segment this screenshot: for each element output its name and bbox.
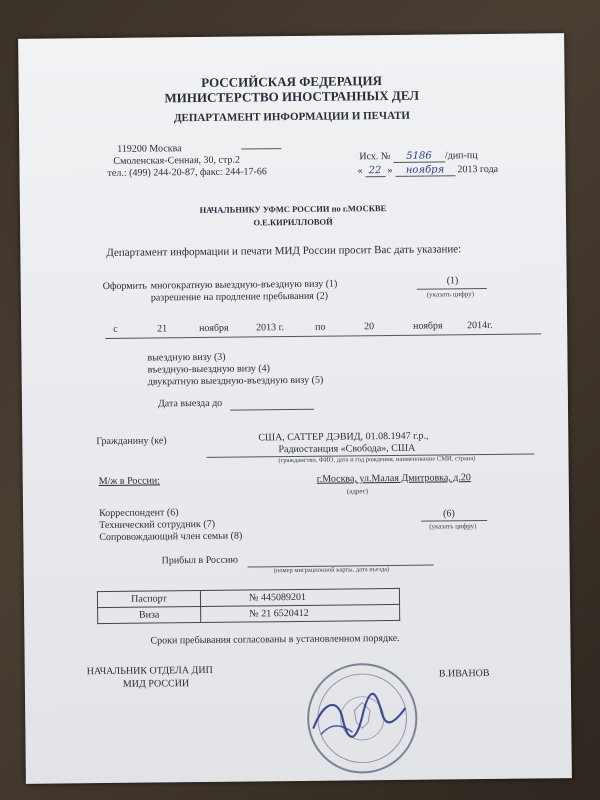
signer-title-1: НАЧАЛЬНИК ОТДЕЛА ДИП bbox=[86, 664, 213, 678]
signer-title-2: МИД РОССИИ bbox=[122, 678, 190, 690]
departure-label: Дата выезда до bbox=[157, 397, 223, 410]
arrival-label: Прибыл в Россию bbox=[161, 554, 239, 567]
header-country: РОССИЙСКАЯ ФЕДЕРАЦИЯ bbox=[201, 73, 383, 90]
ref-year: 2013 года bbox=[457, 163, 499, 176]
official-seal-icon bbox=[303, 659, 422, 778]
visa-label: Оформить bbox=[102, 280, 147, 293]
option-5: двукратную выездную-въездную визу (5) bbox=[147, 374, 324, 388]
document-label: Паспорт bbox=[97, 591, 200, 608]
period-to-word: по bbox=[315, 321, 326, 333]
residence-hint: (адрес) bbox=[346, 487, 369, 496]
ref-date-row bbox=[357, 164, 498, 177]
category-8: Сопровождающий член семьи (8) bbox=[99, 530, 243, 544]
category-hint: (указать цифру) bbox=[429, 522, 477, 531]
period-to-day: 20 bbox=[364, 321, 375, 333]
citizen-value-2: Радиостанция «Свобода», США bbox=[278, 442, 416, 456]
period-from-year: 2013 г. bbox=[256, 322, 285, 334]
visa-choice: (1) bbox=[446, 275, 459, 287]
citizen-hint: (гражданство, ФИО, дата и год рождения, наименование СМИ, страна) bbox=[278, 455, 476, 465]
citizen-value-1: США, САТТЕР ДЭВИД, 01.08.1947 г.р., bbox=[258, 430, 429, 444]
document-value: № 445089201 bbox=[200, 588, 399, 606]
period-line bbox=[105, 333, 541, 339]
citizen-label: Гражданину (ке) bbox=[96, 435, 167, 448]
ref-suffix: /дип-пц bbox=[444, 150, 478, 162]
residence-label: М/ж в России: bbox=[98, 475, 161, 488]
category-6: Корреспондент (6) bbox=[99, 507, 179, 520]
addressee-name: О.Е.КИРИЛЛОВОЙ bbox=[253, 216, 333, 228]
document-value: № 21 6520412 bbox=[201, 604, 400, 622]
period-to-month: ноября bbox=[413, 320, 443, 332]
category-choice: (6) bbox=[443, 508, 455, 520]
ref-number: 5186 bbox=[393, 150, 445, 163]
address-city: 119200 Москва bbox=[117, 143, 182, 155]
visa-choice-hint: (указать цифру) bbox=[426, 290, 475, 299]
addressee-title: НАЧАЛЬНИКУ УФМС РОССИИ по г.МОСКВЕ bbox=[199, 203, 387, 215]
arrival-hint: (номер миграционной карты, дата въезда) bbox=[273, 566, 390, 575]
option-3: выездную визу (3) bbox=[147, 351, 226, 364]
period-from-month: ноября bbox=[199, 322, 229, 334]
period-from-word: с bbox=[113, 323, 118, 335]
ref-prefix: Исх. № bbox=[359, 150, 391, 163]
ref-close-quote: » bbox=[387, 164, 393, 177]
visa-option-2: разрешение на продление пребывания (2) bbox=[150, 290, 329, 304]
option-4: въездную-выездную визу (4) bbox=[147, 363, 271, 376]
category-7: Технический сотрудник (7) bbox=[99, 518, 216, 532]
table-row bbox=[98, 604, 400, 623]
ref-number-row bbox=[359, 150, 477, 163]
request-text: Департамент информации и печати МИД России просит Вас дать указание: bbox=[106, 243, 462, 259]
ref-month: ноября bbox=[395, 164, 455, 177]
document-sheet bbox=[18, 33, 572, 784]
period-to-year: 2014г. bbox=[467, 319, 493, 332]
documents-table bbox=[97, 588, 400, 624]
header-department: ДЕПАРТАМЕНТ ИНФОРМАЦИИ И ПЕЧАТИ bbox=[173, 109, 411, 125]
header-ministry: МИНИСТЕРСТВО ИНОСТРАННЫХ ДЕЛ bbox=[164, 87, 420, 106]
visa-option-1: многократную выездную-въездную визу (1) bbox=[150, 278, 338, 292]
period-from-day: 21 bbox=[157, 323, 168, 335]
agreed-text: Сроки пребывания согласованы в установленном порядке. bbox=[150, 632, 400, 647]
departure-line bbox=[230, 409, 314, 411]
ref-day: 22 bbox=[365, 165, 385, 177]
short-rule bbox=[241, 148, 281, 149]
signer-name: В.ИВАНОВ bbox=[438, 667, 490, 680]
address-street: Смоленская-Сенная, 30, стр.2 bbox=[113, 154, 241, 167]
ref-open-quote: « bbox=[357, 165, 363, 177]
address-phone: тел.: (499) 244-20-87, факс: 244-17-66 bbox=[107, 166, 267, 179]
document-label: Виза bbox=[98, 606, 201, 623]
residence-value: г.Москва, ул.Малая Дмитровка, д.20 bbox=[316, 472, 471, 485]
